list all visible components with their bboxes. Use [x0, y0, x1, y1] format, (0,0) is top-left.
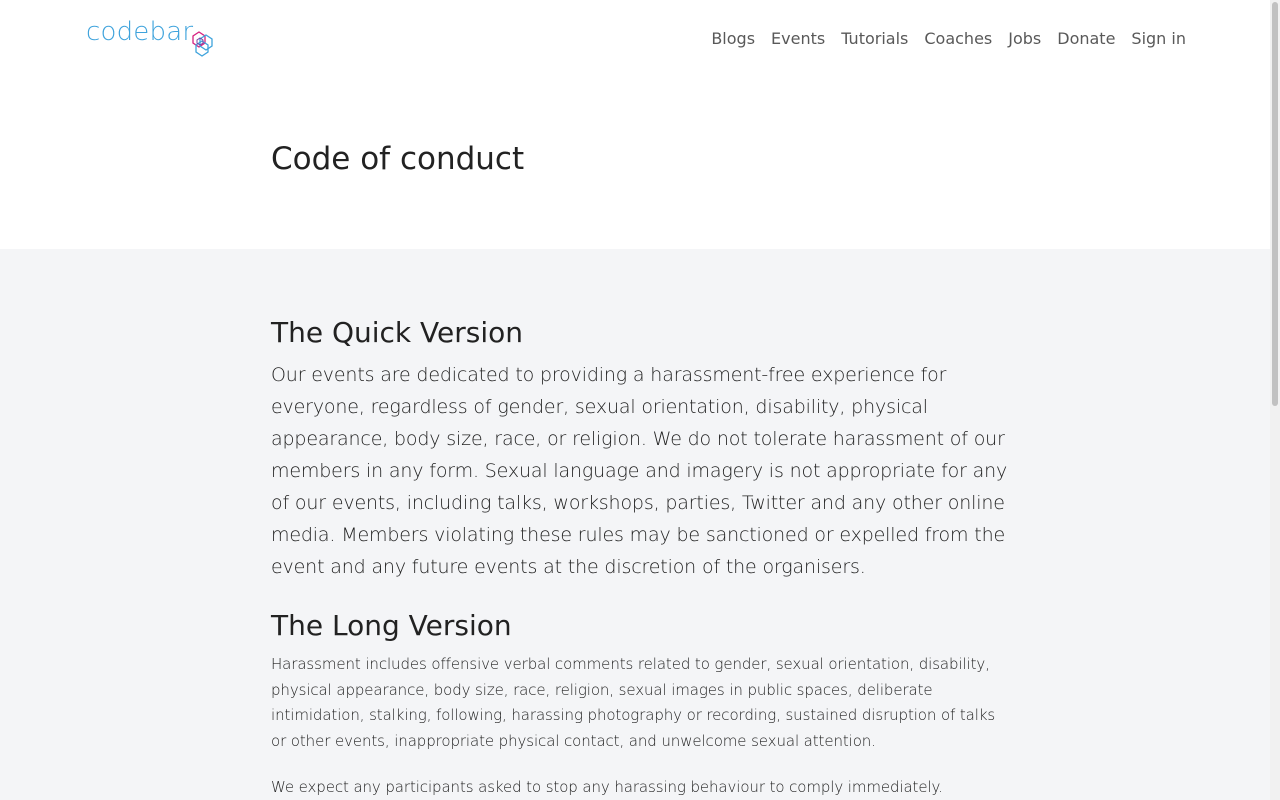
title-band	[0, 80, 1270, 249]
code-of-conduct-article	[271, 313, 1011, 800]
long-version-paragraph: Harassment includes offensive verbal comments related to gender, sexual orientation, disability, physical appearance, body size, race, religion, sexual images in public spaces, deliberate intimidation, stalking, following, harassing photography or recording, sustained disruption of talks or other events, inappropriate physical contact, and unwelcome sexual attention.	[271, 655, 996, 750]
long-version-paragraph: We expect any participants asked to stop any harassing behaviour to comply immediately.	[271, 778, 943, 797]
codebar-logo[interactable]	[86, 16, 217, 58]
nav-link-blogs[interactable]: Blogs	[711, 29, 756, 48]
logo-text: codebar	[86, 17, 194, 47]
nav-link-events[interactable]: Events	[771, 29, 826, 48]
main-content	[0, 249, 1270, 800]
scrollbar-thumb[interactable]	[1272, 2, 1278, 406]
nav-link-sign-in[interactable]: Sign in	[1131, 29, 1186, 48]
page-scrollbar[interactable]	[1270, 0, 1280, 800]
quick-version-text: Our events are dedicated to providing a harassment-free experience for everyone, regardless of gender, sexual orientation, disability, physical appearance, body size, race, or religion. We do not tolerate harassment of our members in any form. Sexual language and imagery is not appropriate for any of our events, including talks, workshops, parties, Twitter and any other online media. Members violating these rules may be sanctioned or expelled from the event and any future events at the discretion of the organisers.	[271, 364, 1008, 578]
nav-link-donate[interactable]: Donate	[1057, 29, 1116, 48]
nav-link-jobs[interactable]: Jobs	[1008, 29, 1042, 48]
long-version-heading: The Long Version	[271, 609, 512, 642]
site-header	[0, 0, 1270, 80]
codebar-hexagons-icon	[191, 30, 217, 58]
long-version-section	[271, 606, 1011, 800]
nav-link-coaches[interactable]: Coaches	[924, 29, 993, 48]
quick-version-heading: The Quick Version	[271, 316, 524, 349]
nav-link-tutorials[interactable]: Tutorials	[841, 29, 909, 48]
main-nav	[711, 28, 1186, 50]
page-title: Code of conduct	[271, 141, 525, 177]
